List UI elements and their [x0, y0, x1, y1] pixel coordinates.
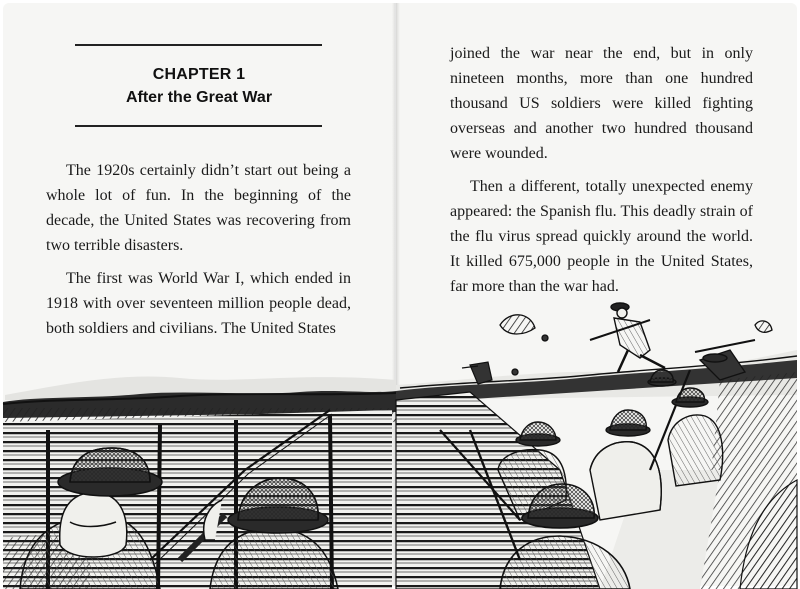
paragraph: The first was World War I, which ended in 1918 with over seventeen million people dead, both soldiers and civilians. The United States — [46, 270, 351, 337]
chapter-number: CHAPTER 1 — [152, 66, 246, 83]
soldier-figure — [668, 388, 723, 486]
paragraph: The 1920s certainly didn’t start out being a whole lot of fun. In the beginning of the decade, the United States was recovering from two terrible disasters. — [46, 162, 351, 254]
paragraph: Then a different, totally unexpected enemy appeared: the Spanish flu. This deadly strain of the flu virus spread quickly around the world. It killed 675,000 people in the United States, far more than the war had. — [450, 178, 753, 295]
paragraph: joined the war near the end, but in only nineteen months, more than one hundred thousand US soldiers were killed fighting overseas and another two hundred thousand were wounded. — [450, 45, 753, 162]
soldier-figure — [590, 303, 665, 372]
chapter-title: After the Great War — [125, 89, 273, 106]
